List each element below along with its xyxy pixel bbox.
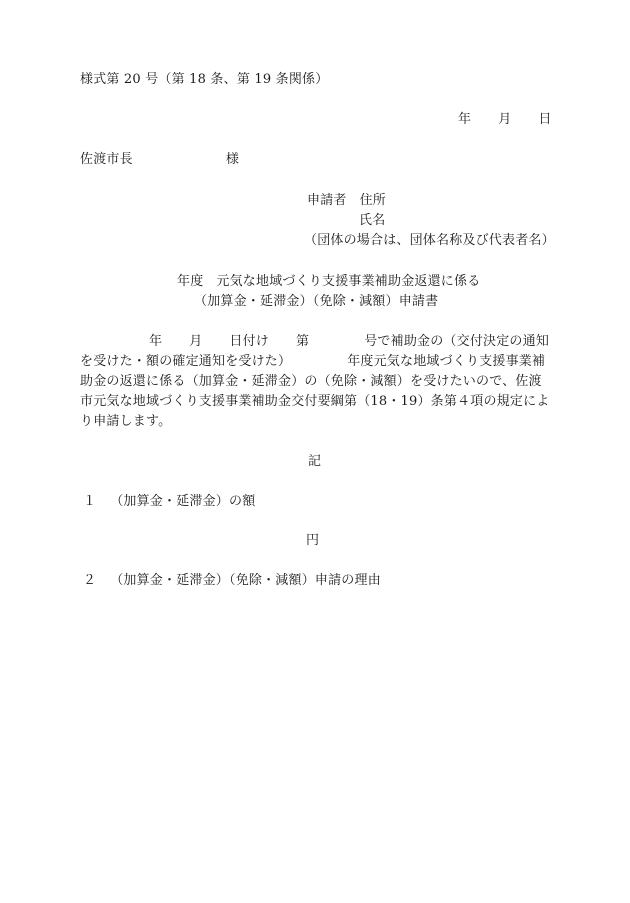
body-line-4: 市元気な地域づくり支援事業補助金交付要綱第（18・19）条第４項の規定によ — [80, 394, 550, 409]
body-no: 第 — [296, 334, 310, 349]
applicant-name-label: 氏名 — [359, 213, 386, 228]
date-line — [458, 112, 552, 128]
ki-heading: 記 — [308, 454, 322, 469]
title-year: 年度 — [177, 274, 204, 289]
body-line-2 — [80, 354, 545, 370]
applicant-group-note: （団体の場合は、団体名称及び代表者名） — [304, 233, 555, 248]
body-year: 年 — [149, 334, 163, 349]
addressee-mayor: 佐渡市長 — [80, 152, 133, 167]
addressee-honorific: 様 — [225, 152, 240, 167]
body-line-2-a: を受けた・額の確定通知を受けた） — [80, 354, 292, 369]
body-line-5: り申請します。 — [80, 414, 172, 429]
item-2 — [83, 573, 381, 589]
item-1 — [83, 494, 255, 510]
body-date: 日付け — [229, 334, 270, 349]
addressee-line — [80, 152, 239, 168]
body-line-2-b: 年度元気な地域づくり支援事業補 — [347, 354, 546, 369]
title-text: 元気な地域づくり支援事業補助金返還に係る — [216, 274, 481, 289]
applicant-label: 申請者 — [307, 193, 347, 208]
form-header: 様式第 20 号（第 18 条、第 19 条関係） — [80, 72, 329, 87]
body-line-1 — [149, 334, 549, 350]
body-line-1-rest: 号で補助金の（交付決定の通知 — [364, 334, 550, 349]
body-month: 月 — [189, 334, 203, 349]
item-2-number: ２ — [83, 573, 97, 588]
yen-label: 円 — [306, 533, 320, 548]
title-line-1 — [177, 274, 480, 290]
item-1-text: （加算金・延滞金）の額 — [110, 494, 256, 509]
applicant-address-label: 住所 — [359, 193, 387, 208]
date-year: 年 — [458, 112, 472, 127]
applicant-address-line — [307, 193, 386, 209]
body-line-3: 助金の返還に係る（加算金・延滞金）の（免除・減額）を受けたいので、佐渡 — [80, 374, 542, 389]
date-month: 月 — [498, 112, 512, 127]
item-2-text: （加算金・延滞金）（免除・減額）申請の理由 — [110, 573, 381, 588]
title-line-2: （加算金・延滞金）（免除・減額）申請書 — [194, 294, 439, 309]
item-1-number: １ — [83, 494, 97, 509]
date-day: 日 — [538, 112, 552, 127]
